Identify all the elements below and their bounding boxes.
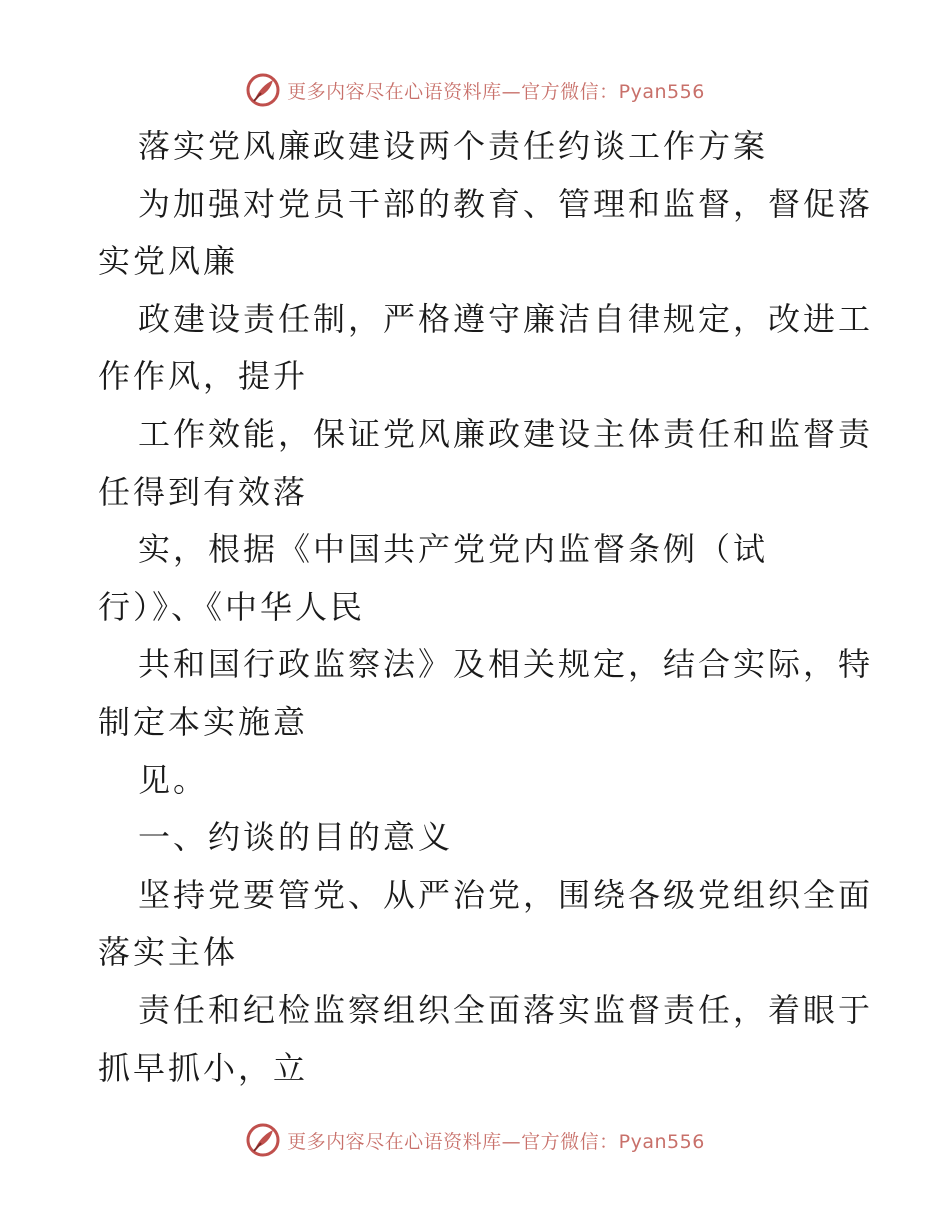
text-line: 坚持党要管党、从严治党，围绕各级党组织全面: [138, 875, 874, 914]
document-body: [98, 118, 874, 1097]
feather-quill-icon: [245, 72, 281, 108]
text-line: 政建设责任制，严格遵守廉洁自律规定，改进工: [138, 299, 874, 338]
text-line: 工作效能，保证党风廉政建设主体责任和监督责: [138, 414, 874, 453]
feather-quill-icon: [245, 1122, 281, 1158]
text-line: 见。: [138, 760, 209, 799]
text-line: 实党风廉: [98, 242, 239, 281]
text-line: 行）》、《中华人民: [98, 587, 366, 626]
text-line: 落实主体: [98, 933, 239, 972]
text-line: 制定本实施意: [98, 702, 309, 741]
banner-text: 更多内容尽在心语资料库—官方微信：Pyan556: [287, 1130, 705, 1153]
document-lines: [98, 176, 874, 1098]
text-line: 一、约谈的目的意义: [138, 818, 454, 857]
footer-banner: [0, 1120, 950, 1160]
text-line: 为加强对党员干部的教育、管理和监督，督促落: [138, 184, 874, 223]
text-line: 责任和纪检监察组织全面落实监督责任，着眼于: [138, 990, 874, 1029]
text-line: 任得到有效落: [98, 472, 309, 511]
banner-text: 更多内容尽在心语资料库—官方微信：Pyan556: [287, 80, 705, 103]
text-line: 实，根据《中国共产党党内监督条例（试: [138, 530, 769, 569]
header-banner: [0, 70, 950, 110]
text-line: 抓早抓小，立: [98, 1048, 309, 1087]
document-title: 落实党风廉政建设两个责任约谈工作方案: [138, 127, 769, 165]
text-line: 共和国行政监察法》及相关规定，结合实际，特: [138, 645, 874, 684]
text-line: 作作风，提升: [98, 357, 309, 396]
